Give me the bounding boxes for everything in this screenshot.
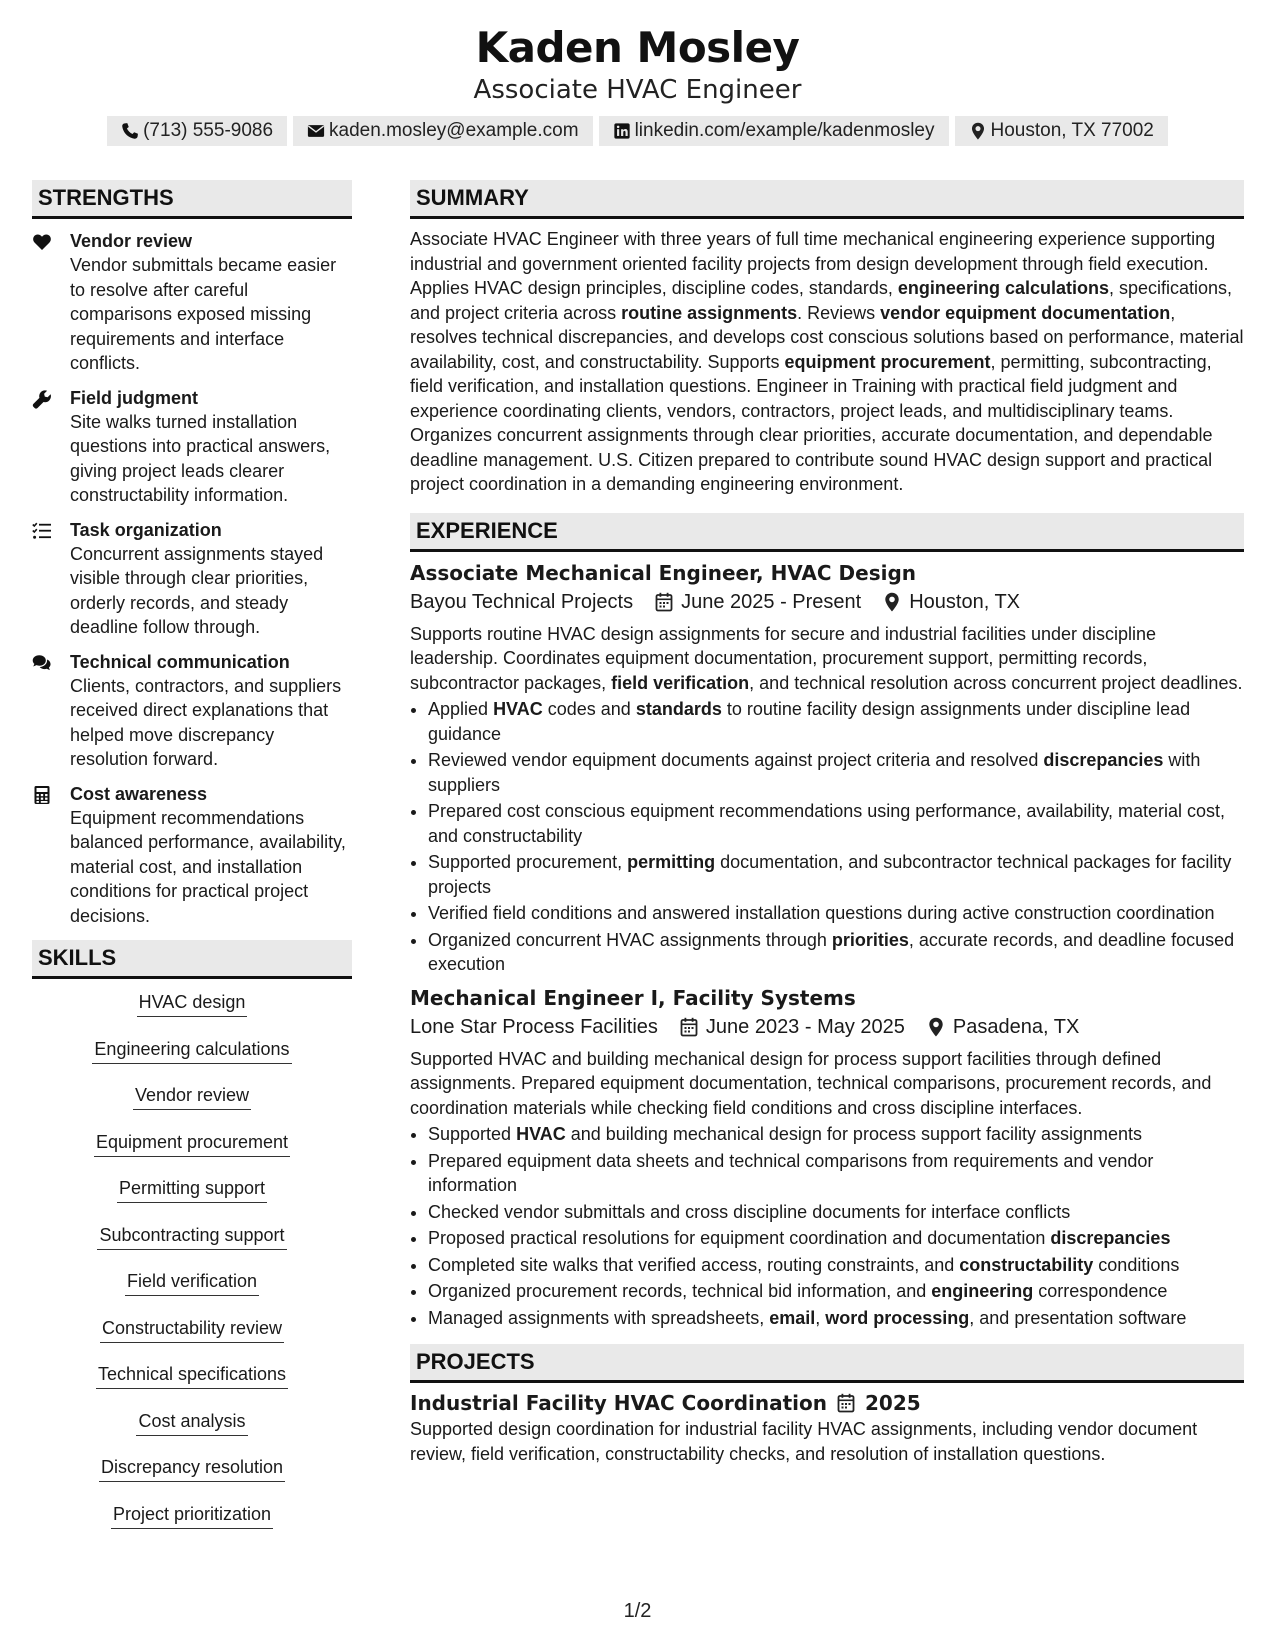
strength-desc: Site walks turned installation questions into practical answers, giving project leads clearer constructability information.	[70, 411, 331, 505]
page-number: 1/2	[623, 1600, 652, 1622]
location-text: Houston, TX 77002	[990, 120, 1154, 141]
job-entry	[410, 984, 1244, 1331]
strength-item	[32, 386, 352, 508]
strengths-heading: STRENGTHS	[32, 180, 352, 219]
skill-item: Technical specifications	[96, 1359, 288, 1389]
strength-desc: Concurrent assignments stayed visible through clear priorities, orderly records, and steady deadline follow through.	[70, 543, 324, 637]
contact-email	[293, 116, 593, 146]
calendar-icon	[680, 1017, 698, 1037]
email-text: kaden.mosley@example.com	[329, 120, 579, 141]
job-location: Houston, TX	[909, 590, 1021, 613]
strengths-list	[32, 229, 352, 928]
job-dates: June 2023 - May 2025	[705, 1015, 905, 1038]
resume-header	[0, 22, 1275, 146]
job-bullet: • Organized concurrent HVAC assignments through priorities, accurate records, and deadline focused execution	[428, 928, 1244, 977]
job-bullet: • Supported procurement, permitting documentation, and subcontractor technical packages for facility projects	[428, 850, 1244, 899]
job-meta	[410, 588, 1244, 616]
linkedin-icon	[613, 122, 631, 140]
strength-item	[32, 782, 352, 929]
projects-heading: PROJECTS	[410, 1344, 1244, 1383]
job-bullet: • Reviewed vendor equipment documents against project criteria and resolved discrepancies with suppliers	[428, 748, 1244, 797]
contact-linkedin	[599, 116, 949, 146]
wrench-icon	[32, 389, 52, 409]
skill-item: Permitting support	[117, 1173, 267, 1203]
skill-item: Engineering calculations	[92, 1034, 291, 1064]
skills-heading: SKILLS	[32, 940, 352, 979]
strength-title: Cost awareness	[70, 783, 208, 804]
strength-item	[32, 518, 352, 640]
skill-item: Vendor review	[133, 1080, 251, 1110]
job-bullet: • Proposed practical resolutions for equipment coordination and documentation discrepancies	[428, 1226, 1244, 1251]
summary-heading: SUMMARY	[410, 180, 1244, 219]
calculator-icon	[32, 785, 52, 805]
skill-item: Subcontracting support	[97, 1220, 286, 1250]
job-company: Bayou Technical Projects	[410, 590, 634, 613]
job-bullet: • Completed site walks that verified access, routing constraints, and constructability conditions	[428, 1253, 1244, 1278]
strength-desc: Vendor submittals became easier to resolve after careful comparisons exposed missing requirements and interface conflicts.	[70, 255, 337, 373]
skill-item: Field verification	[125, 1266, 259, 1296]
skills-list	[32, 987, 352, 1545]
strength-title: Vendor review	[70, 231, 193, 251]
contact-location	[955, 116, 1168, 146]
phone-icon	[121, 122, 139, 140]
strength-desc: Equipment recommendations balanced performance, availability, material cost, and installation conditions for practical project decisions.	[70, 807, 346, 926]
candidate-title: Associate HVAC Engineer	[473, 75, 802, 105]
phone-text: (713) 555-9086	[143, 120, 274, 141]
project-description: Supported design coordination for industrial facility HVAC assignments, including vendor document review, field verification, constructability checks, and resolution of installation questions.	[410, 1419, 1198, 1464]
map-pin-icon	[969, 122, 987, 140]
left-column	[32, 180, 352, 1545]
job-bullet: • Prepared equipment data sheets and technical comparisons from requirements and vendor information	[428, 1149, 1244, 1198]
list-check-icon	[32, 521, 52, 541]
job-entry	[410, 559, 1244, 977]
strength-title: Field judgment	[70, 387, 198, 408]
job-bullet: • Verified field conditions and answered installation questions during active construction coordination	[428, 901, 1244, 926]
strength-title: Technical communication	[70, 651, 290, 672]
job-title: Mechanical Engineer I, Facility Systems	[410, 985, 856, 1010]
skill-item: Constructability review	[100, 1313, 284, 1343]
skill-item: Cost analysis	[136, 1406, 247, 1436]
comments-icon	[32, 653, 52, 673]
skill-item: Equipment procurement	[94, 1127, 290, 1157]
project-title: Industrial Facility HVAC Coordination	[410, 1391, 828, 1415]
summary-text: Associate HVAC Engineer with three years of full time mechanical engineering experience supporting industrial and government oriented facility projects from design development through field execution. Applies HVAC design principles, discipline codes, standards, engineering calculations, specifications, and project criteria across routine assignments. Reviews vendor equipment documentation, resolves technical discrepancies, and develops cost conscious solutions based on performance, material availability, cost, and constructability. Supports equipment procurement, permitting, subcontracting, field verification, and installation questions. Engineer in Training with practical field judgment and experience coordinating clients, vendors, contractors, project leads, and multidisciplinary teams. Organizes concurrent assignments through clear priorities, accurate documentation, and dependable deadline management. U.S. Citizen prepared to contribute sound HVAC design support and practical project coordination in a demanding engineering environment.	[410, 229, 1244, 494]
project-title-row	[410, 1389, 1244, 1417]
linkedin-text: linkedin.com/example/kadenmosley	[634, 120, 935, 141]
skill-item: HVAC design	[137, 987, 248, 1017]
heart-icon	[32, 232, 52, 252]
job-bullet: • Managed assignments with spreadsheets, email, word processing, and presentation software	[428, 1306, 1244, 1331]
job-bullet: • Checked vendor submittals and cross discipline documents for interface conflicts	[428, 1200, 1244, 1225]
strength-title: Task organization	[70, 519, 222, 540]
job-bullet: • Supported HVAC and building mechanical design for process support facility assignments	[428, 1122, 1244, 1147]
job-description: Supports routine HVAC design assignments for secure and industrial facilities under discipline leadership. Coordinates equipment documentation, procurement support, permitting records, subcontractor packages, field verification, and technical resolution across concurrent project deadlines.	[410, 623, 1243, 693]
project-entry	[410, 1389, 1244, 1466]
job-bullets	[410, 1122, 1244, 1330]
calendar-icon	[655, 592, 673, 612]
skill-item: Project prioritization	[111, 1499, 273, 1529]
job-bullet: • Organized procurement records, technical bid information, and engineering correspondence	[428, 1279, 1244, 1304]
contact-bar	[0, 116, 1275, 146]
job-meta	[410, 1013, 1244, 1041]
strength-item	[32, 229, 352, 376]
job-dates: June 2025 - Present	[681, 590, 862, 613]
job-title: Associate Mechanical Engineer, HVAC Design	[410, 560, 917, 585]
right-column	[410, 180, 1244, 1466]
experience-heading: EXPERIENCE	[410, 513, 1244, 552]
job-bullets	[410, 697, 1244, 977]
map-pin-icon	[883, 592, 901, 612]
skill-item: Discrepancy resolution	[99, 1452, 285, 1482]
job-company: Lone Star Process Facilities	[410, 1015, 658, 1038]
envelope-icon	[307, 122, 325, 140]
map-pin-icon	[927, 1017, 945, 1037]
project-year: 2025	[865, 1391, 921, 1415]
job-bullet: • Prepared cost conscious equipment recommendations using performance, availability, material cost, and constructability	[428, 799, 1244, 848]
strength-item	[32, 650, 352, 772]
job-description: Supported HVAC and building mechanical design for process support facilities through defined assignments. Prepared equipment documentation, technical comparisons, procurement records, and coordination materials while checking field conditions and cross discipline interfaces.	[410, 1048, 1212, 1118]
calendar-icon	[837, 1393, 855, 1413]
job-bullet: • Applied HVAC codes and standards to routine facility design assignments under discipline lead guidance	[428, 697, 1244, 746]
contact-phone	[107, 116, 287, 146]
candidate-name: Kaden Mosley	[475, 23, 800, 72]
job-location: Pasadena, TX	[952, 1015, 1080, 1038]
strength-desc: Clients, contractors, and suppliers received direct explanations that helped move discrepancy resolution forward.	[70, 675, 342, 769]
